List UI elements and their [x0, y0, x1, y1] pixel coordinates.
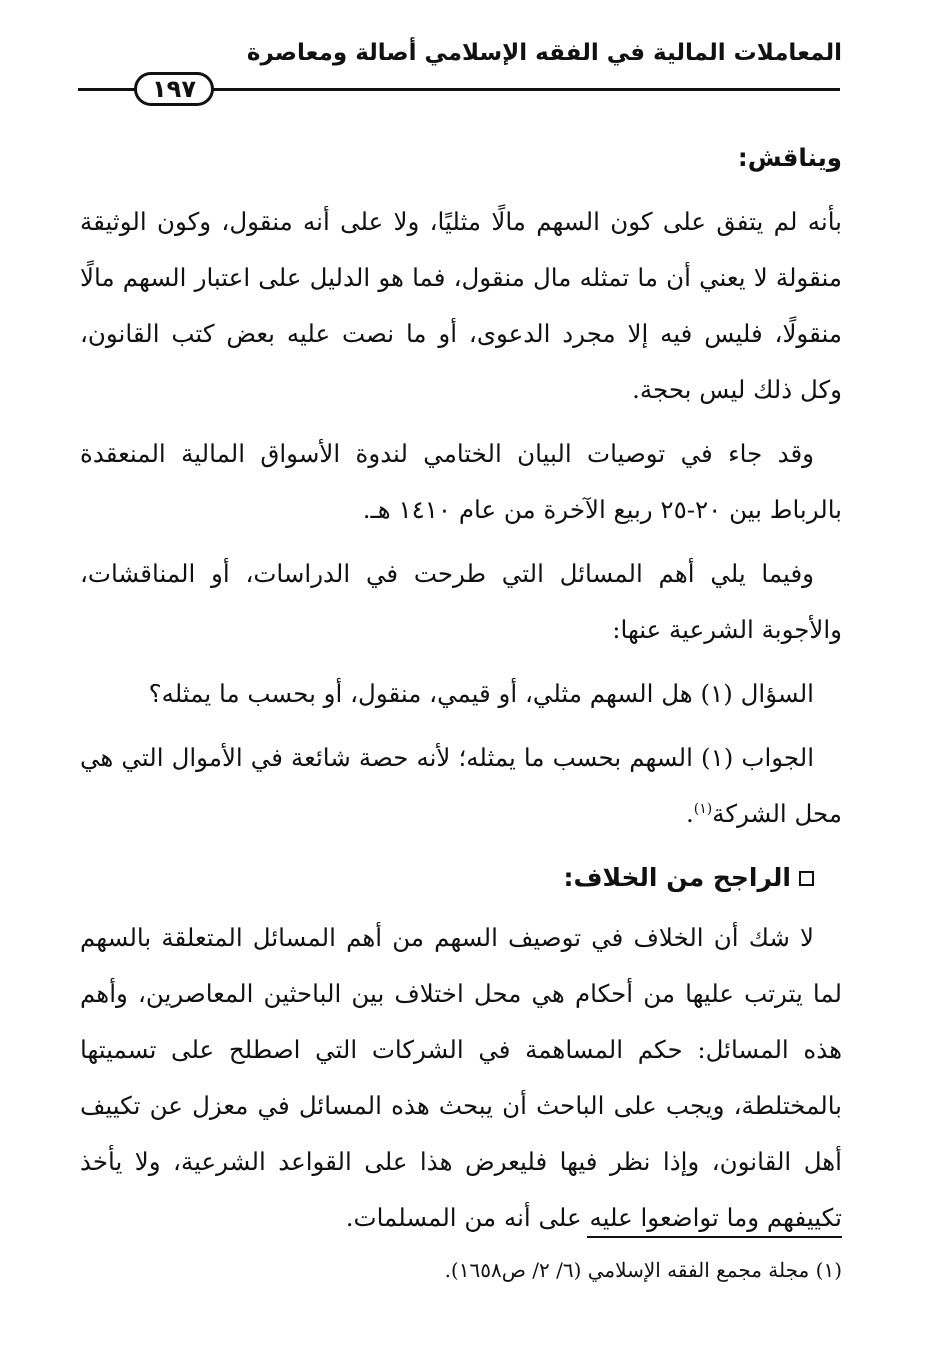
- running-title: المعاملات المالية في الفقه الإسلامي أصالة ومعاصرة: [246, 40, 842, 66]
- page-number: ١٩٧: [134, 72, 214, 106]
- answer-1-end: .: [686, 799, 694, 828]
- paragraph-3: وفيما يلي أهم المسائل التي طرحت في الدراسات، أو المناقشات، والأجوبة الشرعية عنها:: [80, 559, 842, 644]
- paragraph-2: وقد جاء في توصيات البيان الختامي لندوة الأسواق المالية المنعقدة بالرباط بين ٢٠-٢٥ ربيع الآخرة من عام ١٤١٠ هـ.: [80, 439, 842, 524]
- footnote-rule: [587, 1236, 842, 1238]
- discussion-label: ويناقش:: [737, 143, 842, 172]
- main-text: [80, 130, 842, 1254]
- square-bullet-icon: [799, 871, 814, 886]
- paragraph-1: بأنه لم يتفق على كون السهم مالًا مثليًا، ولا على أنه منقول، وكون الوثيقة منقولة لا يعني أن ما تمثله مال منقول، فما هو الدليل على اعتبار السهم مالًا منقولًا، فليس فيه إلا مجرد الدعوى، أو ما نصت عليه بعض كتب القانون، وكل ذلك ليس بحجة.: [80, 207, 842, 404]
- question-1: السؤال (١) هل السهم مثلي، أو قيمي، منقول، أو بحسب ما يمثله؟: [148, 679, 814, 708]
- section-heading: [80, 850, 814, 906]
- section-heading-text: الراجح من الخلاف:: [563, 863, 791, 892]
- footnote-ref: (١): [693, 800, 713, 817]
- footnote-1: (١) مجلة مجمع الفقه الإسلامي (٦/ ٢/ ص١٦٥٨).: [444, 1258, 842, 1282]
- paragraph-4: لا شك أن الخلاف في توصيف السهم من أهم المسائل المتعلقة بالسهم لما يترتب عليها من أحكام هي محل اختلاف بين الباحثين المعاصرين، وأهم هذه المسائل: حكم المساهمة في الشركات التي اصطلح على تسميتها بالمختلطة، ويجب على الباحث أن يبحث هذه المسائل في معزل عن تكييف أهل القانون، وإذا نظر فيها فليعرض هذا على القواعد الشرعية، ولا يأخذ تكييفهم وما تواضعوا عليه على أنه من المسلمات.: [80, 923, 842, 1232]
- answer-1-text: الجواب (١) السهم بحسب ما يمثله؛ لأنه حصة شائعة في الأموال التي هي محل الشركة: [80, 743, 842, 828]
- answer-1: [80, 730, 842, 842]
